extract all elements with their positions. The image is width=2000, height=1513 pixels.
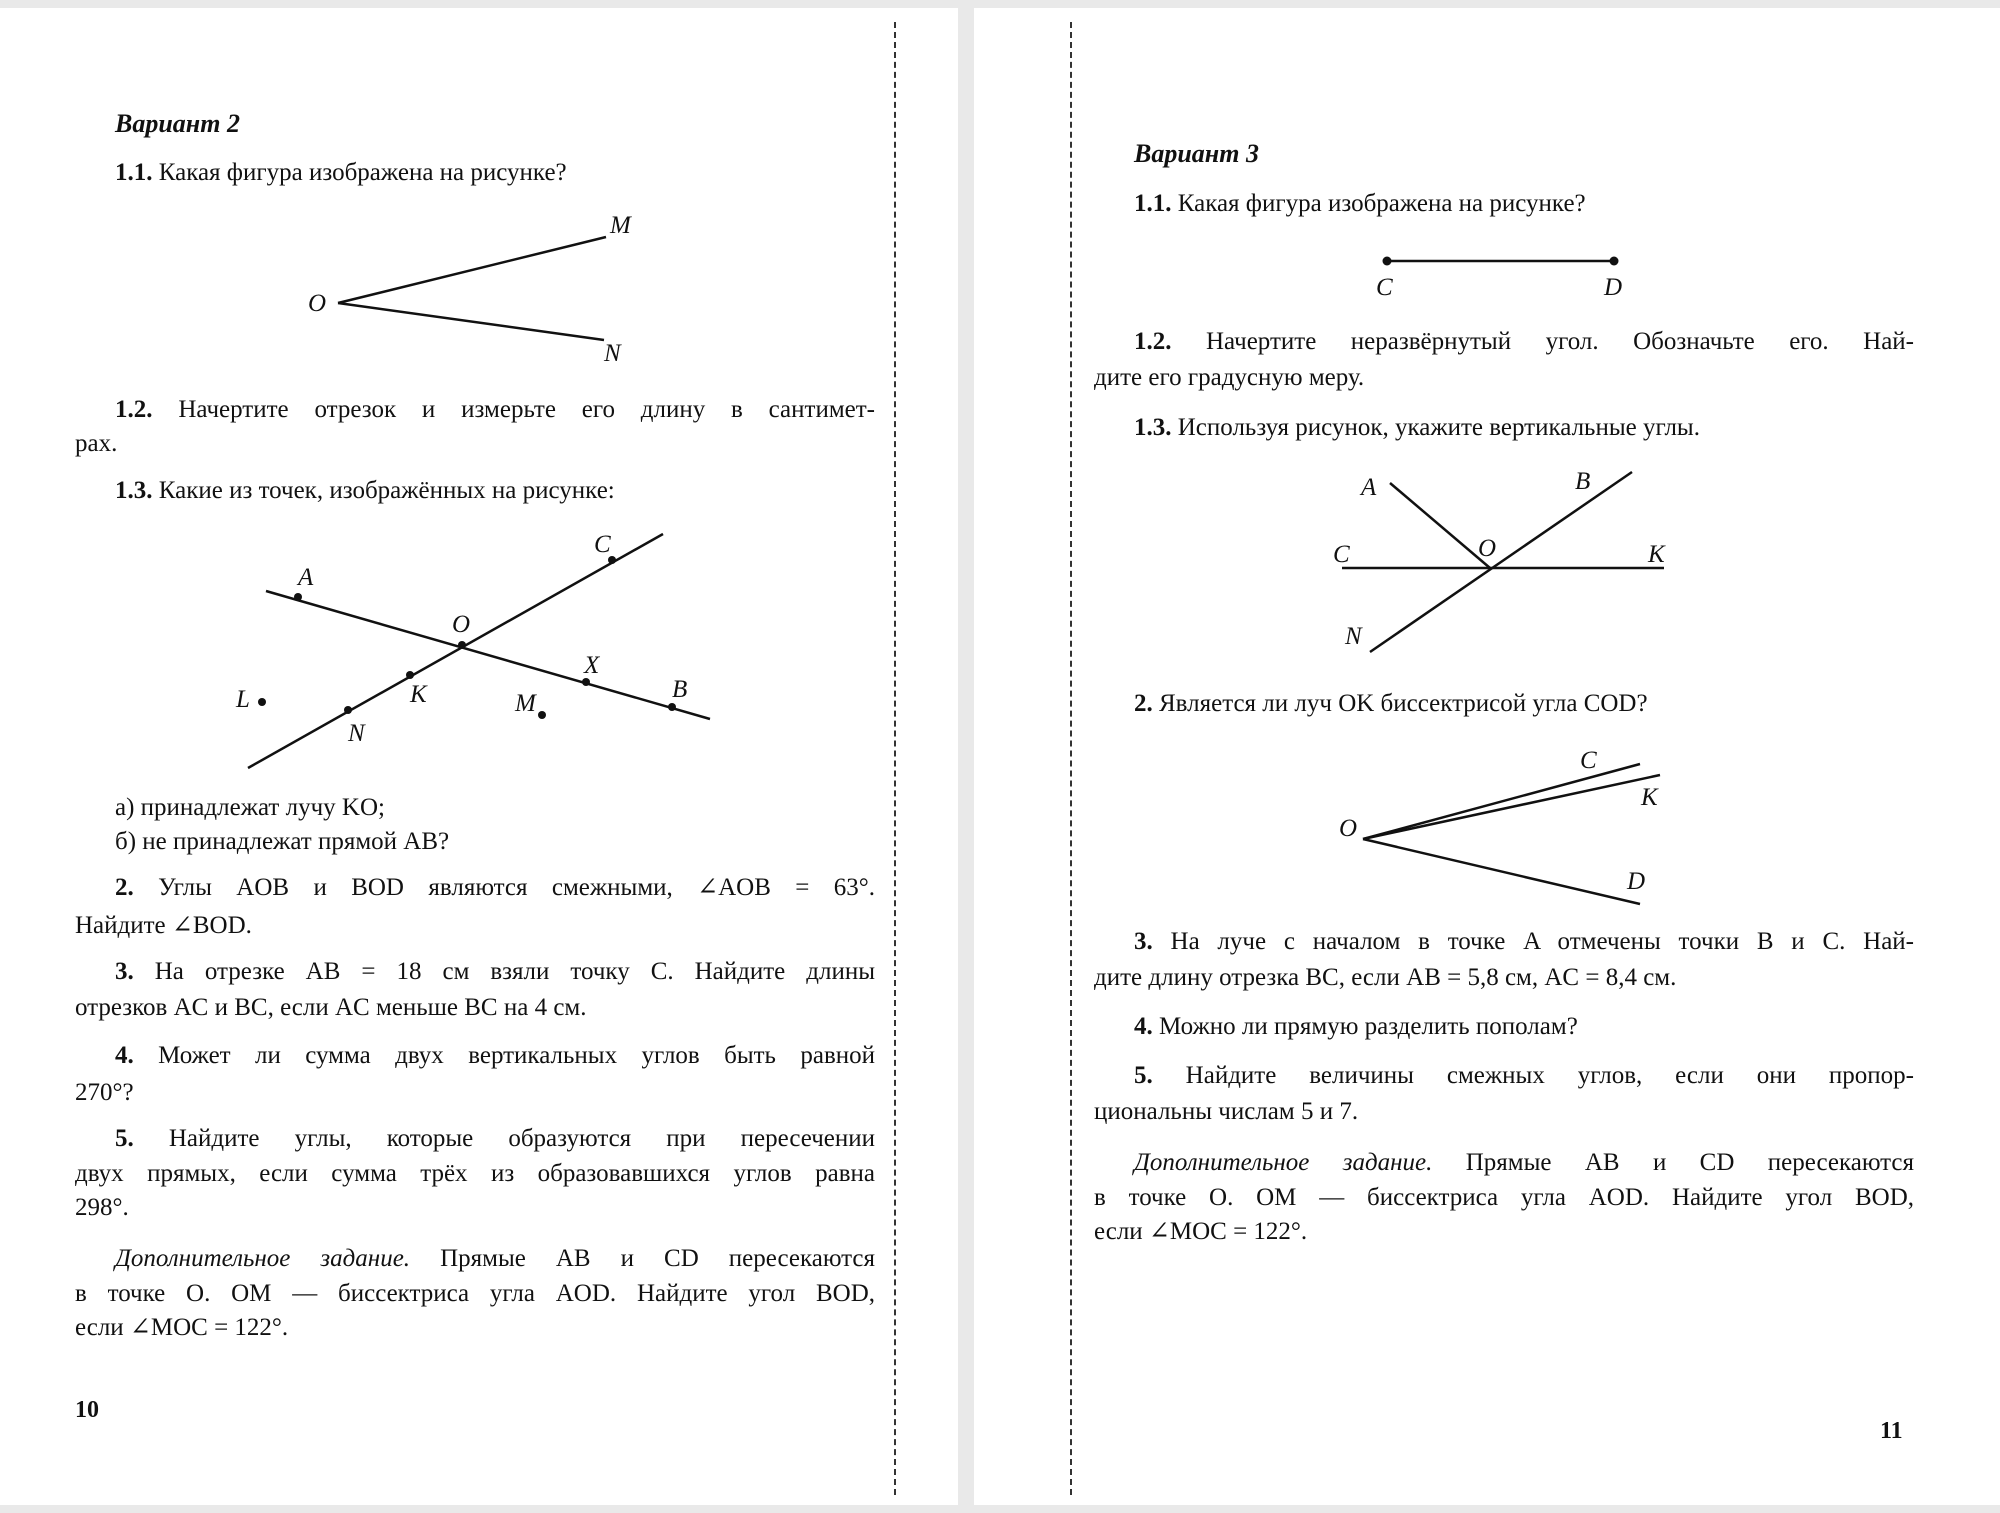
label-M: M [515,690,536,717]
right-task-2: 2. Является ли луч OK биссектрисой угла COD? [1134,690,1648,717]
label-K: K [410,681,427,708]
left-task-4-line1: 4. Может ли сумма двух вертикальных углов быть равной [115,1042,876,1069]
label-C: C [1333,541,1350,568]
right-task-1-3: 1.3. Используя рисунок, укажите вертикальные углы. [1134,414,1700,441]
left-extra-line3: если ∠MOC = 122°. [75,1314,289,1341]
right-task-5-line2: циональны числам 5 и 7. [1094,1098,1359,1125]
left-task-1-1: 1.1. Какая фигура изображена на рисунке? [115,159,567,186]
label-O: O [1339,815,1358,842]
label-N: N [604,340,621,367]
right-extra-line3: если ∠MOC = 122°. [1094,1218,1308,1245]
label-C: C [594,531,611,558]
label-X: X [584,652,600,679]
label-N: N [348,720,365,747]
right-task-4: 4. Можно ли прямую разделить пополам? [1134,1013,1578,1040]
left-task-1-3-b: б) не принадлежат прямой AB? [115,828,450,855]
left-task-1-2-line1: 1.2. Начертите отрезок и измерьте его длину в сантимет- [115,396,875,423]
left-task-3-line1: 3. На отрезке AB = 18 см взяли точку C. Найдите длины [115,958,876,985]
left-task-5-line3: 298°. [75,1194,129,1221]
label-A: A [298,564,314,591]
right-task-3-line1: 3. На луче с началом в точке A отмечены точки B и C. Най- [1134,928,1914,955]
label-D: D [1604,274,1623,301]
right-task-1-2-line1: 1.2. Начертите неразвёрнутый угол. Обозначьте его. Най- [1134,328,1915,355]
label-C: C [1376,274,1393,301]
right-task-3-line2: дите длину отрезка BC, если AB = 5,8 см, AC = 8,4 см. [1094,964,1677,991]
label-O: O [308,290,327,317]
left-extra-line2: в точке O. OM — биссектриса угла AOD. Найдите угол BOD, [75,1280,875,1307]
left-task-1-2-line2: рах. [75,430,118,457]
right-task-1-2-line2: дите его градусную меру. [1094,364,1365,391]
label-L: L [236,686,250,713]
label-B: B [672,676,688,703]
right-extra-line1: Дополнительное задание. Прямые AB и CD пересекаются [1134,1149,1914,1176]
right-task-1-1: 1.1. Какая фигура изображена на рисунке? [1134,190,1586,217]
right-task-5-line1: 5. Найдите величины смежных углов, если они пропор- [1134,1062,1915,1089]
right-page-number: 11 [1880,1418,1903,1444]
left-task-3-line2: отрезков AC и BC, если AC меньше BC на 4 см. [75,994,587,1021]
variant-2-title: Вариант 2 [115,109,240,138]
label-K: K [1641,784,1658,811]
label-N: N [1345,623,1362,650]
label-C: C [1580,747,1597,774]
label-A: A [1361,474,1377,501]
left-task-4-line2: 270°? [75,1079,134,1106]
variant-3-title: Вариант 3 [1134,139,1259,168]
label-O: O [1478,535,1497,562]
label-O: O [452,611,471,638]
label-K: K [1648,541,1665,568]
left-task-1-3-a: а) принадлежат лучу KO; [115,794,385,821]
left-task-2-line2: Найдите ∠BOD. [75,912,252,939]
left-task-5-line1: 5. Найдите углы, которые образуются при пересечении [115,1125,876,1152]
label-D: D [1627,868,1646,895]
left-task-2-line1: 2. Углы AOB и BOD являются смежными, ∠AOB = 63°. [115,874,875,901]
left-extra-line1: Дополнительное задание. Прямые AB и CD пересекаются [115,1245,875,1272]
right-extra-line2: в точке O. OM — биссектриса угла AOD. Найдите угол BOD, [1094,1184,1914,1211]
left-task-5-line2: двух прямых, если сумма трёх из образовавшихся углов равна [75,1160,875,1187]
left-task-1-3: 1.3. Какие из точек, изображённых на рисунке: [115,477,615,504]
label-M: M [610,212,631,239]
left-page-number: 10 [75,1397,99,1423]
label-B: B [1575,468,1591,495]
